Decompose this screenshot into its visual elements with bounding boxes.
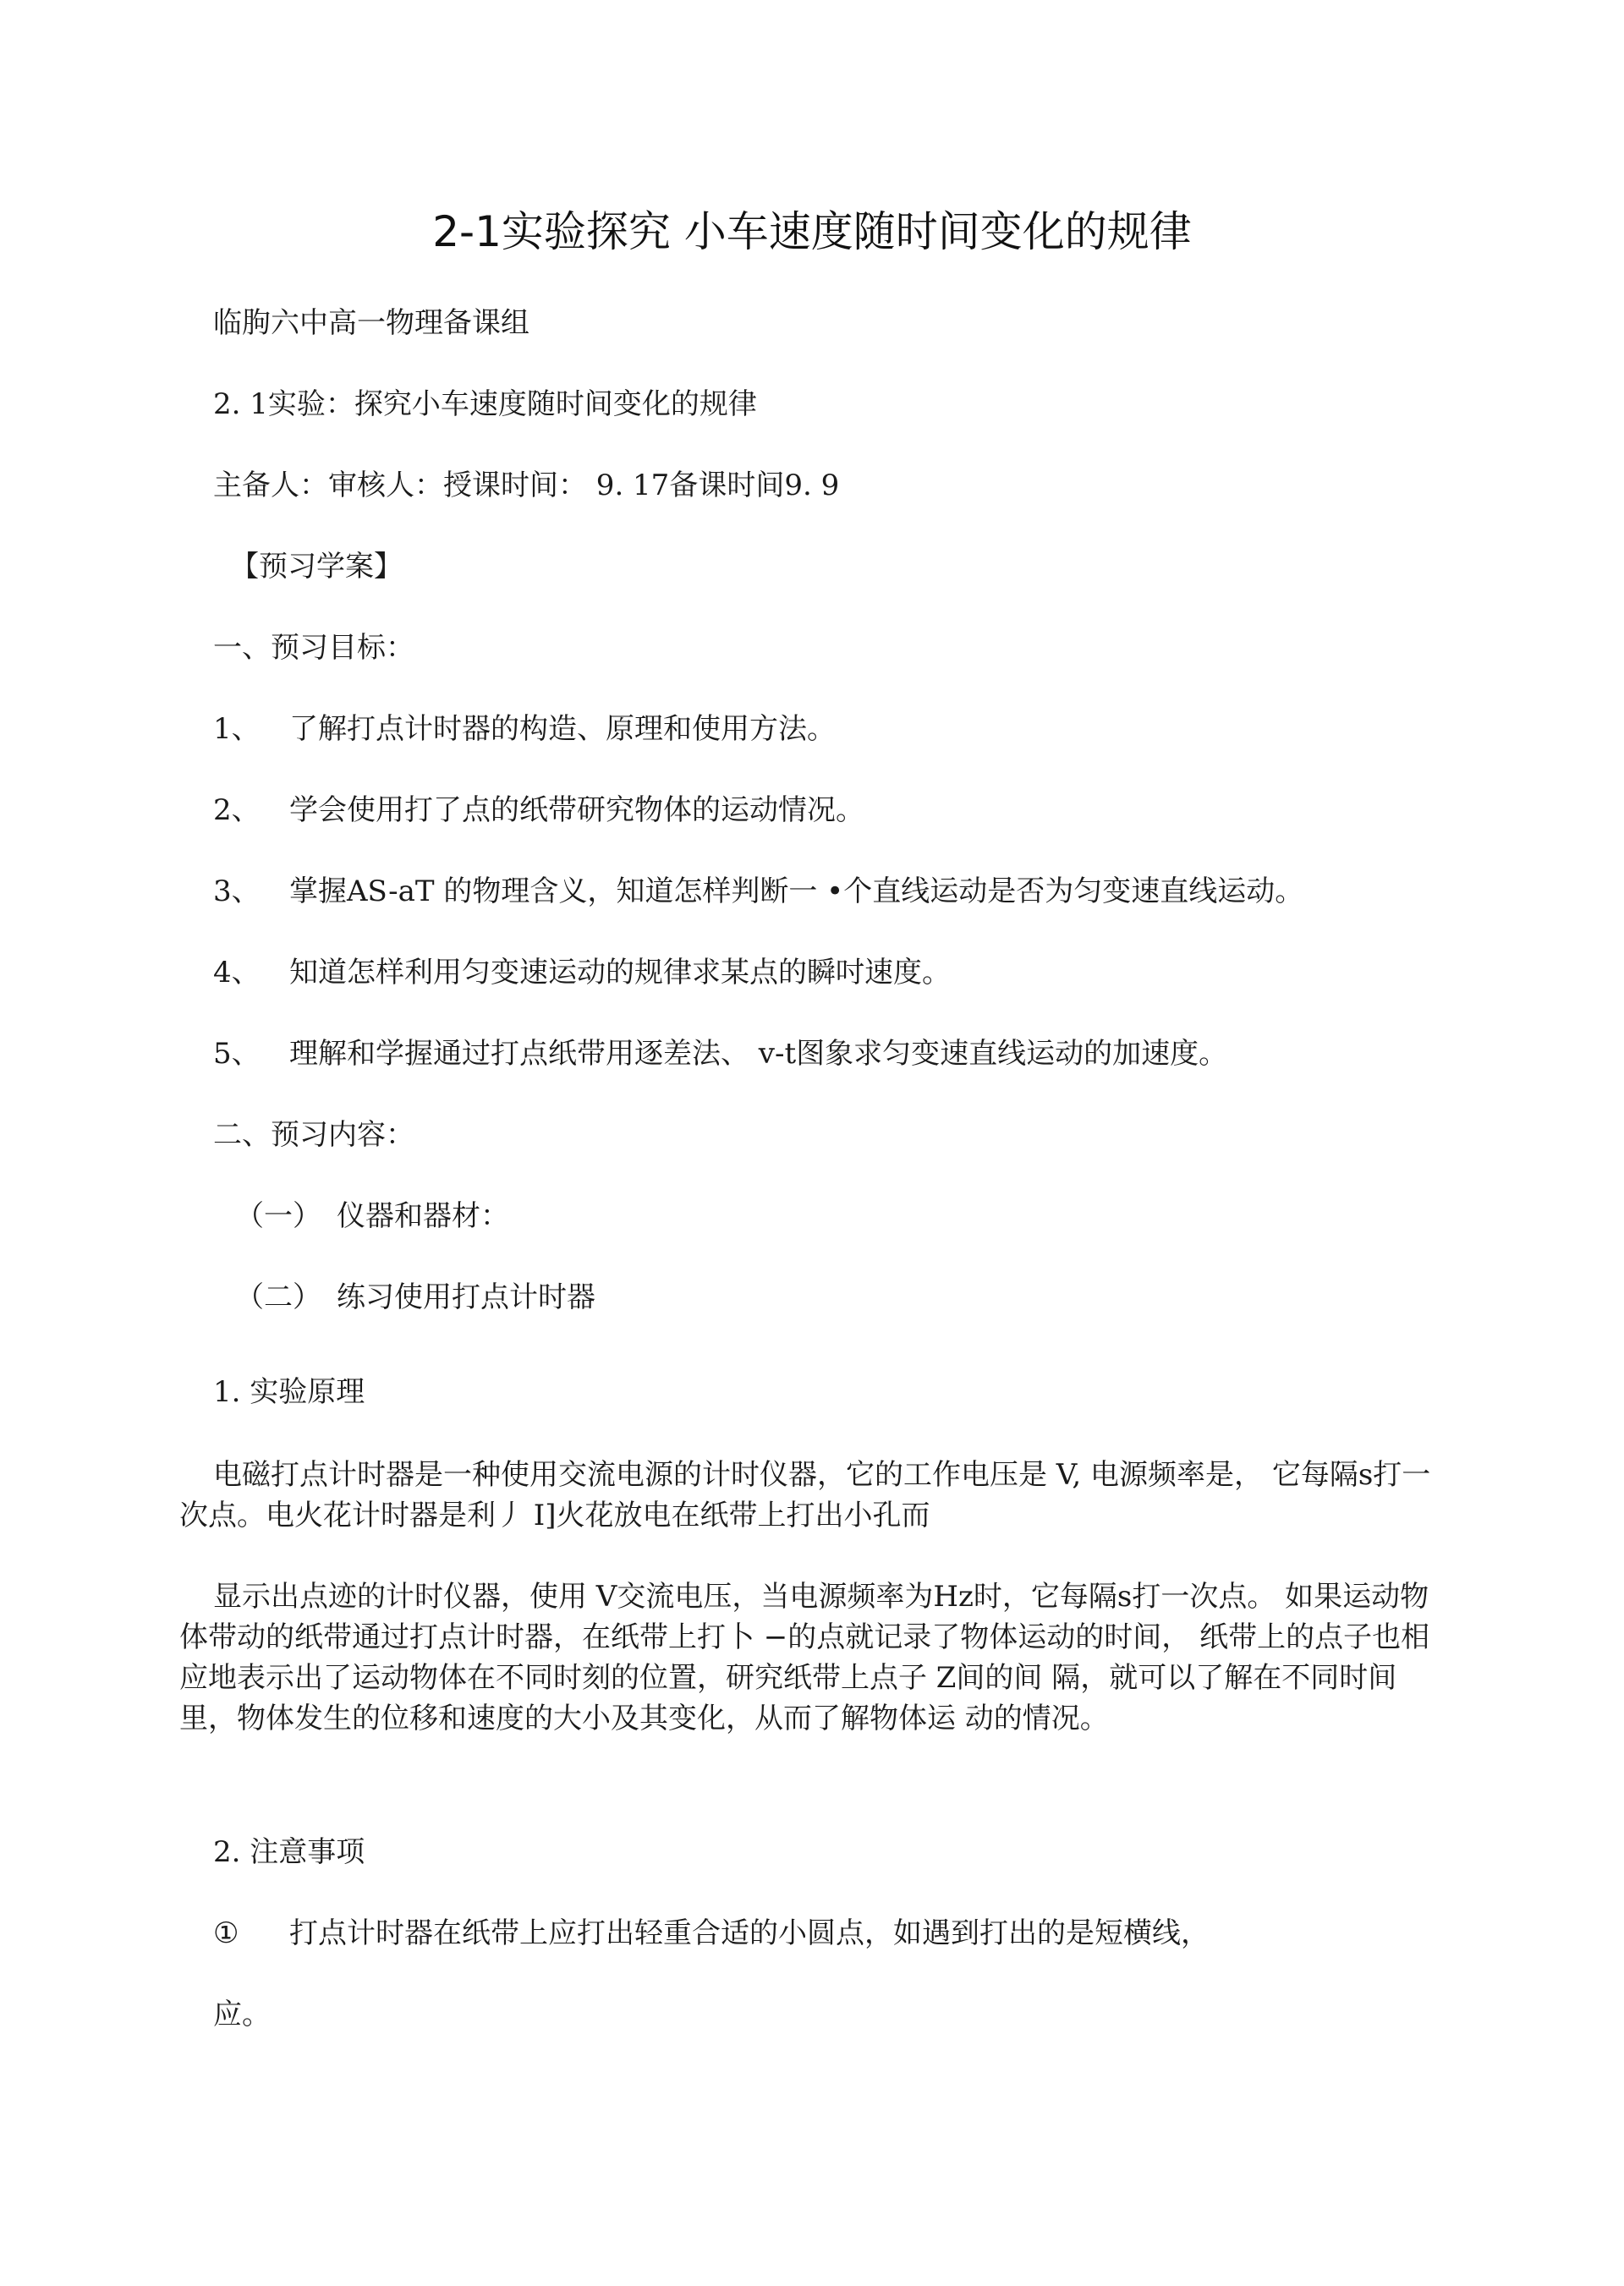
goal-item bbox=[213, 710, 836, 748]
prep-info: 主备人：审核人：授课时间： 9. 17备课时间9. 9 bbox=[213, 469, 840, 502]
note-text: 打点计时器在纸带上应打出轻重合适的小圆点，如遇到打出的是短横线， bbox=[289, 1916, 1210, 1950]
subsection-item bbox=[235, 1198, 509, 1235]
subsection-number: （二） bbox=[235, 1280, 321, 1314]
goal-item bbox=[213, 792, 864, 829]
goal-number: 3、 bbox=[213, 874, 261, 908]
note-continuation: 应。 bbox=[213, 1998, 271, 2031]
subsection-text: 练习使用打点计时器 bbox=[337, 1280, 595, 1314]
group-name: 临朐六中高一物理备课组 bbox=[213, 306, 529, 340]
principle-paragraph-2: 显示出点迹的计时仪器，使用 V交流电压，当电源频率为Hz时，它每隔s打一次点。 如果运动物体带动的纸带通过打点计时器，在纸带上打卜 −的点就记录了物体运动的时间， 纸带上的点子也相应地表示出了运动物体在不同时刻的位置，研究纸带上点子 Z间的间 隔，就可以了解在不同时间里，物体发生的位移和速度的大小及其变化，从而了解物体运 动的情况。 bbox=[179, 1580, 1430, 1735]
goal-text: 知道怎样利用匀变速运动的规律求某点的瞬吋速度。 bbox=[289, 956, 951, 990]
principle-heading: 1. 实验原理 bbox=[213, 1375, 365, 1409]
subsection-number: （一） bbox=[235, 1199, 321, 1233]
goal-item bbox=[213, 1035, 1227, 1072]
goal-number: 1、 bbox=[213, 712, 261, 746]
goal-text: 了解打点计时器的构造、原理和使用方法。 bbox=[289, 712, 836, 746]
goal-text: 掌握AS-aT 的物理含义，知道怎样判断一 •个直线运动是否为匀变速直线运动。 bbox=[289, 874, 1304, 908]
content-heading: 二、预习内容： bbox=[213, 1118, 414, 1152]
goal-item bbox=[213, 873, 1303, 910]
goal-item bbox=[213, 954, 951, 991]
goal-number: 4、 bbox=[213, 956, 261, 990]
subsection-text: 仪器和器材： bbox=[337, 1199, 509, 1233]
section-line: 2. 1实验：探究小车速度随时间变化的规律 bbox=[213, 387, 757, 421]
goal-number: 2、 bbox=[213, 793, 261, 827]
preview-heading: 【预习学案】 bbox=[230, 550, 403, 584]
note-item bbox=[213, 1915, 1210, 1952]
goal-text: 学会使用打了点的纸带研究物体的运动情况。 bbox=[289, 793, 864, 827]
goal-number: 5、 bbox=[213, 1037, 261, 1071]
principle-paragraph-1: 电磁打点计时器是一种使用交流电源的计时仪器，它的工作电压是 V, 电源频率是， 它每隔s打一次点。电火花计时器是利丿 I]火花放电在纸带上打出小孔而 bbox=[179, 1458, 1431, 1532]
note-number: ① bbox=[213, 1916, 239, 1950]
document-title: 2-1实验探究 小车速度随时间变化的规律 bbox=[432, 207, 1192, 256]
subsection-item bbox=[235, 1279, 595, 1316]
notes-heading: 2. 注意事项 bbox=[213, 1835, 365, 1869]
goals-heading: 一、预习目标： bbox=[213, 631, 414, 665]
goal-text: 理解和学握通过打点纸带用逐差法、 v-t图象求匀变速直线运动的加速度。 bbox=[289, 1037, 1228, 1071]
